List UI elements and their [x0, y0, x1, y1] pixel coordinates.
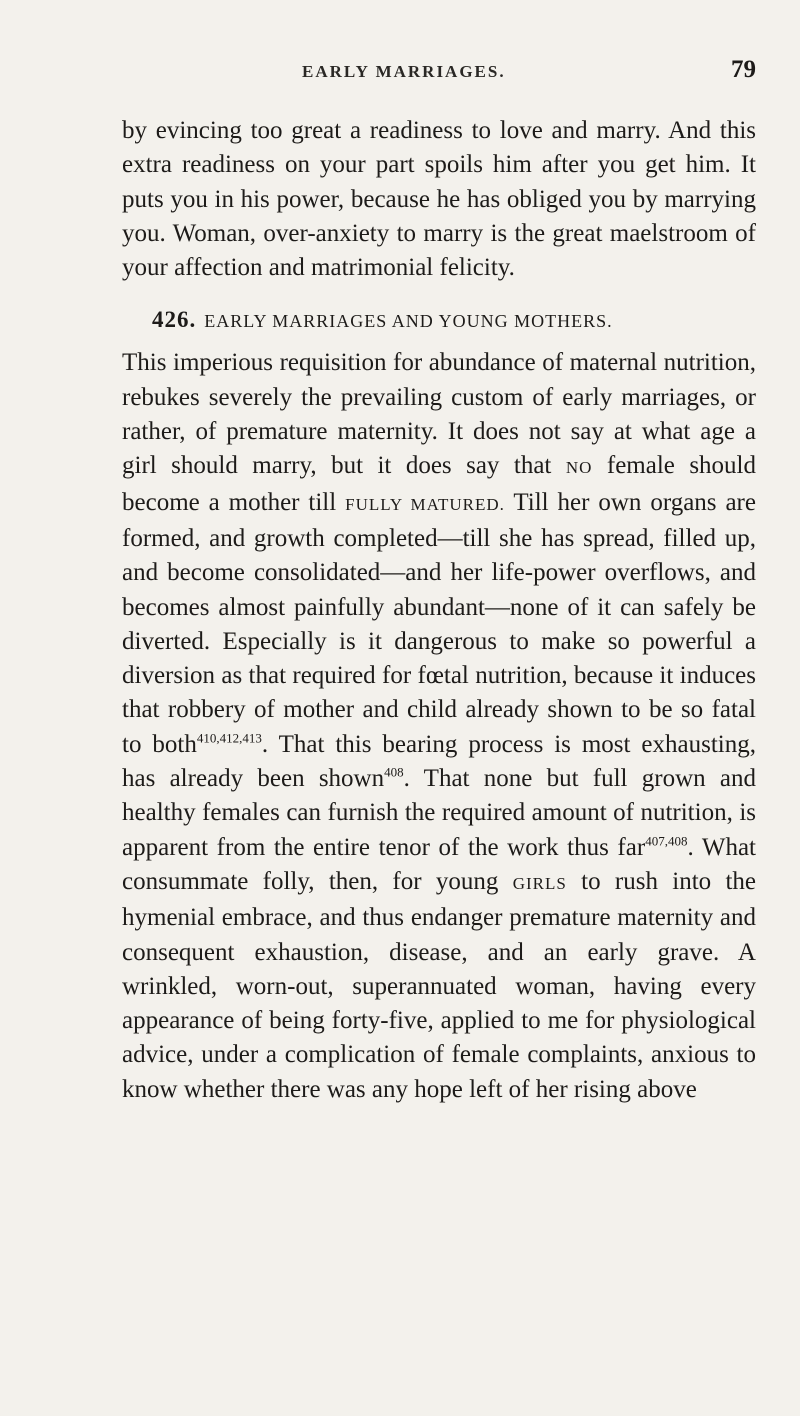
page-number: 79 — [731, 56, 756, 83]
paragraph-continued: by evincing too great a readiness to love and marry. And this extra readiness on your part spoils him after you get him. It puts you in his power, because he has obliged you by marrying you. Woman, over-anxiety to marry is the great maelstroom of your affection and matrimonial felicity. — [122, 117, 756, 282]
footnote-reference: 410,412,413 — [196, 730, 262, 746]
footnote-reference: 408 — [384, 764, 404, 780]
running-head — [122, 56, 756, 102]
text-run: . That none but full grown and healthy females can furnish the required amount of nutrition, is apparent from the entire tenor of the work thus far — [122, 765, 756, 861]
section-title: EARLY MARRIAGES AND YOUNG MOTHERS. — [204, 311, 613, 332]
footnote-reference: 407,408 — [645, 833, 688, 849]
text-run: Till her own organs are formed, and growth completed—till she has spread, filled up, and become consolidated—and her life-power overflows, and becomes almost painfully abundant—none of it can safely be diverted. Especially is it dangerous to make so powerful a diversion as that required for fœtal nutrition, because it induces that robbery of mother and child already shown to be so fatal to both — [122, 488, 756, 758]
small-caps-text: GIRLS — [512, 873, 567, 893]
small-caps-text: NO — [565, 458, 593, 478]
text-run: female should become a mother till — [122, 452, 756, 516]
section-number: 426. — [152, 307, 197, 333]
text-run: This imperious requisition for abundance of maternal nutrition, rebukes severely the prevailing custom of early marriages, or rather, of premature maternity. It does not say at what age a girl should marry, but it does say that — [122, 349, 756, 480]
running-title: EARLY MARRIAGES. — [302, 62, 506, 81]
paragraph-main — [122, 346, 756, 1107]
section-heading — [152, 307, 756, 334]
text-run: . That this bearing process is most exhausting, has already been shown — [122, 730, 756, 793]
text-run: . What consummate folly, then, for young — [122, 833, 756, 895]
text-run: to rush into the hymenial embrace, and thus endanger premature maternity and consequent exhaustion, disease, and an early grave. A wrinkled, worn-out, superannuated woman, having every appearance of being forty-five, applied to me for physiological advice, under a complication of female complaints, anxious to know whether there was any hope left of her rising above — [122, 867, 757, 1103]
small-caps-text: FULLY MATURED. — [345, 494, 505, 514]
